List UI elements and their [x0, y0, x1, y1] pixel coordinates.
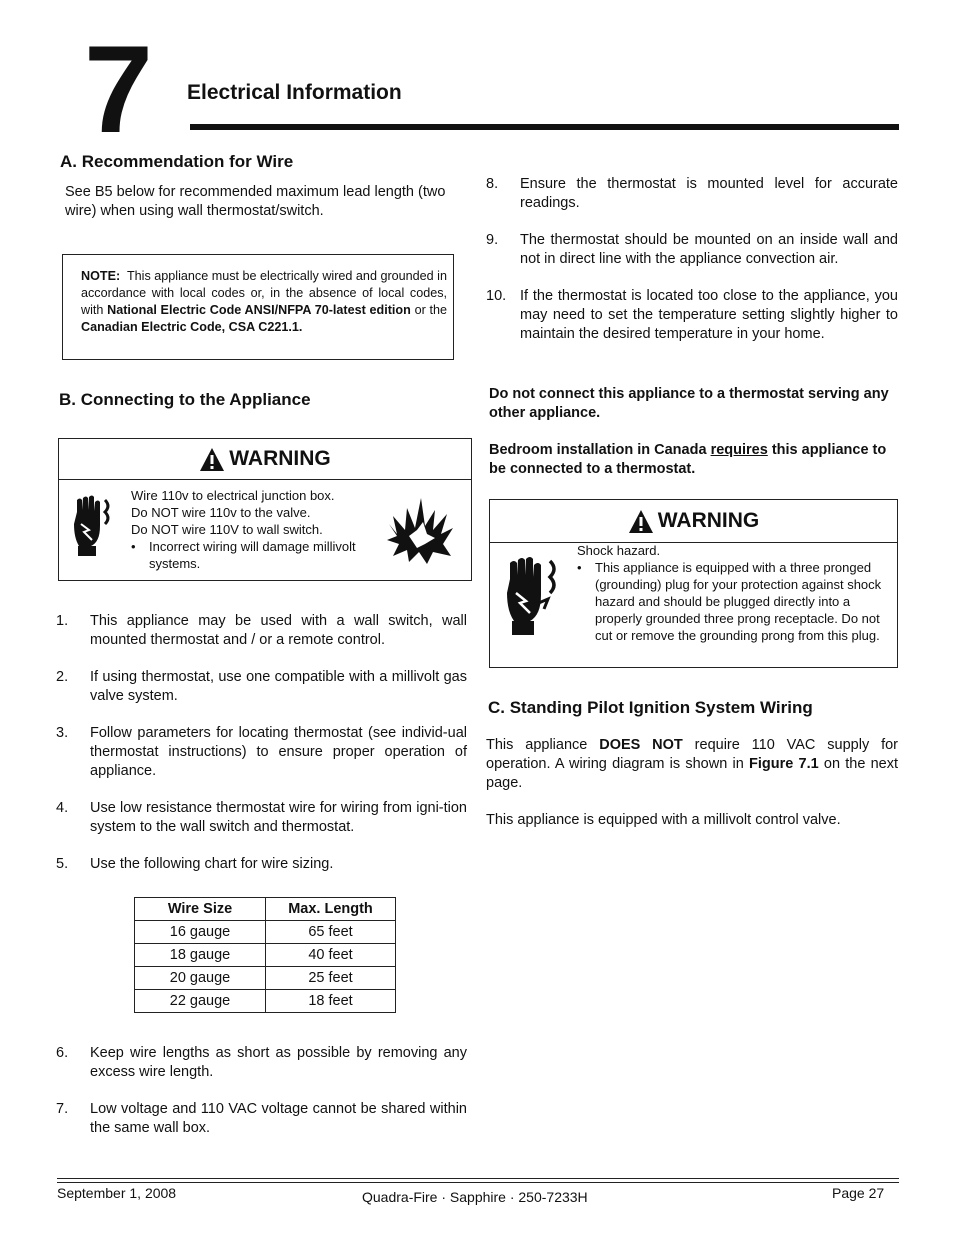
note-text-1: This appliance must be electrically wired and grounded in accordance with local codes or, in the absence of local codes, with [81, 269, 447, 317]
list-text: If using thermostat, use one compatible with a millivolt gas valve system. [90, 669, 467, 704]
list-number: 1. [56, 613, 69, 629]
chapter-title: Electrical Information [187, 81, 402, 104]
bold-paragraph-2 [489, 441, 897, 479]
bold-paragraph-2-a: Bedroom installation in Canada [489, 442, 707, 458]
list-text: Use the following chart for wire sizing. [90, 856, 334, 872]
chapter-number: 7 [84, 21, 151, 159]
list-text: If the thermostat is located too close to the appliance, you may need to set the temperature setting slightly higher to maintain the desired temperature in your home. [520, 288, 898, 342]
list-number: 9. [486, 232, 499, 248]
table-row [135, 967, 396, 990]
bold-paragraph-2-underline: requires [710, 442, 768, 458]
table-cell: 22 gauge [135, 990, 266, 1013]
table-cell: 18 feet [266, 990, 396, 1013]
note-label: NOTE: [81, 269, 121, 283]
footer-page-number: Page 27 [832, 1185, 885, 1201]
list-number: 5. [56, 856, 69, 872]
warning-title: WARNING [657, 509, 760, 532]
list-text: Low voltage and 110 VAC voltage cannot be shared within the same wall box. [90, 1101, 467, 1136]
list-item [56, 724, 467, 781]
warning-box-wiring [58, 438, 472, 581]
table-cell: 18 gauge [135, 944, 266, 967]
footer-document-id: Quadra-Fire · Sapphire · 250-7233H [362, 1189, 588, 1205]
bold-paragraph-1: Do not connect this appliance to a thermostat serving any other appliance. [489, 386, 889, 421]
hand-shock-icon [71, 494, 113, 560]
section-c-text-a: This appliance [486, 737, 588, 753]
section-c-heading: C. Standing Pilot Ignition System Wiring [488, 698, 813, 717]
list-item [486, 175, 898, 213]
list-item [56, 799, 467, 837]
list-item [56, 1044, 467, 1082]
list-number: 3. [56, 725, 69, 741]
list-number: 8. [486, 176, 499, 192]
warning-line-2: Do NOT wire 110v to the valve. [131, 505, 311, 520]
list-text: The thermostat should be mounted on an inside wall and not in direct line with the appliance convection air. [520, 232, 898, 267]
table-row [135, 944, 396, 967]
numbered-list-b2 [56, 1044, 467, 1138]
hand-shock-icon [504, 555, 568, 639]
note-bold-1: National Electric Code ANSI/NFPA 70-latest edition [107, 303, 411, 317]
section-c-paragraph-2: This appliance is equipped with a millivolt control valve. [486, 812, 841, 828]
note-bold-2: Canadian Electric Code, CSA C221.1. [81, 320, 303, 334]
table-row [135, 990, 396, 1013]
list-text: Keep wire lengths as short as possible by removing any excess wire length. [90, 1045, 467, 1080]
footer-date: September 1, 2008 [57, 1185, 177, 1201]
list-number: 4. [56, 800, 69, 816]
warning-triangle-icon [628, 509, 654, 534]
warning-title: WARNING [229, 447, 331, 470]
warning-bullet: • This appliance is equipped with a three pronged (grounding) plug for your protection against shock hazard and should be plugged directly into a properly grounded three prong receptacle. Do not cut or remove the grounding prong from this plug. [577, 559, 887, 644]
figure-reference: Figure 7.1 [748, 756, 819, 772]
warning-line-1: Shock hazard. [577, 543, 661, 558]
list-item [56, 668, 467, 706]
note-box [62, 254, 454, 360]
warning-bullet-text: Incorrect wiring will damage millivolt systems. [149, 539, 356, 571]
table-cell: 40 feet [266, 944, 396, 967]
table-row [135, 921, 396, 944]
section-c-paragraph-1 [486, 736, 898, 793]
bold-paragraph-2-b: this appliance to be connected to a thermostat. [489, 442, 887, 477]
section-a-heading: A. Recommendation for Wire [60, 152, 294, 171]
table-cell: 65 feet [266, 921, 396, 944]
list-item [56, 1100, 467, 1138]
warning-bullet: • Incorrect wiring will damage millivolt systems. [131, 538, 381, 572]
list-item [56, 855, 467, 874]
warning-header [490, 500, 897, 543]
note-text-2: or the [414, 303, 447, 317]
list-number: 7. [56, 1101, 69, 1117]
warning-header [59, 439, 471, 480]
list-item [486, 231, 898, 269]
section-c-bold-b: DOES NOT [599, 737, 683, 753]
list-number: 2. [56, 669, 69, 685]
list-text: Use low resistance thermostat wire for wiring from igni-tion system to the wall switch and thermostat. [90, 800, 467, 835]
table-header-row [135, 898, 396, 921]
list-number: 6. [56, 1045, 69, 1061]
table-cell: 25 feet [266, 967, 396, 990]
numbered-list-right [486, 175, 898, 344]
list-text: This appliance may be used with a wall switch, wall mounted thermostat and / or a remote control. [90, 613, 467, 648]
list-text: Ensure the thermostat is mounted level for accurate readings. [520, 176, 898, 211]
section-a-text: See B5 below for recommended maximum lead length (two wire) when using wall thermostat/switch. [65, 184, 446, 219]
table-header: Max. Length [266, 898, 396, 921]
wire-size-table [134, 897, 396, 1013]
warning-line-1: Wire 110v to electrical junction box. [131, 488, 335, 503]
list-item [486, 287, 898, 344]
explosion-icon [387, 494, 455, 566]
numbered-list-b [56, 612, 467, 874]
table-header: Wire Size [135, 898, 266, 921]
warning-bullet-text: This appliance is equipped with a three pronged (grounding) plug for your protection against shock hazard and should be plugged directly into a properly grounded three prong receptacle. Do not cut or remove the grounding prong from this plug. [595, 560, 882, 643]
list-number: 10. [486, 288, 507, 304]
list-text: Follow parameters for locating thermostat (see individ-ual thermostat instructions) to ensure proper operation of appliance. [90, 725, 467, 779]
table-cell: 20 gauge [135, 967, 266, 990]
list-item [56, 612, 467, 650]
warning-line-3: Do NOT wire 110V to wall switch. [131, 522, 323, 537]
warning-triangle-icon [199, 447, 225, 472]
section-b-heading: B. Connecting to the Appliance [59, 390, 311, 409]
section-c-text-e: on the next page. [486, 756, 899, 791]
warning-box-shock [489, 499, 898, 668]
section-c-text-c: require 110 VAC supply for operation. A wiring diagram is shown in [486, 737, 898, 772]
footer-rule [57, 1182, 899, 1183]
table-cell: 16 gauge [135, 921, 266, 944]
chapter-rule [190, 124, 899, 130]
footer-rule [57, 1178, 899, 1179]
